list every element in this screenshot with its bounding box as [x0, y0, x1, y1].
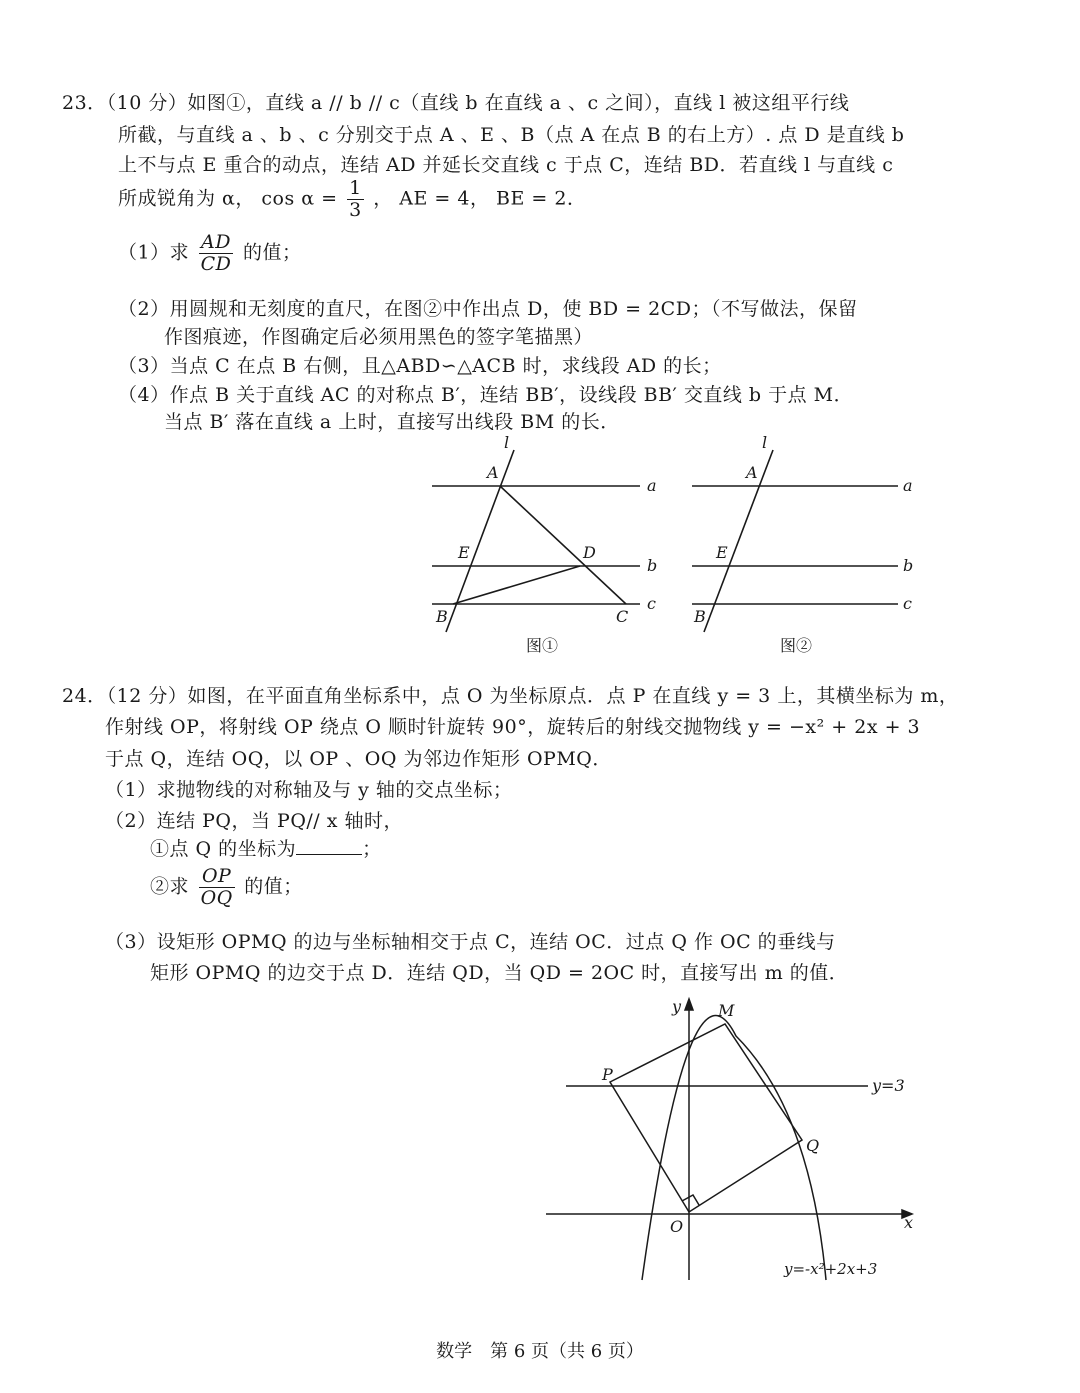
segment-bd: [453, 566, 580, 604]
fig2-label-a: a: [903, 476, 913, 495]
q23-part-2a: （2）用圆规和无刻度的直尺，在图②中作出点 D，使 BD = 2CD；（不写做法，保留: [118, 298, 858, 320]
fig1-label-c: c: [647, 594, 656, 613]
fig2-label-b: b: [903, 556, 914, 575]
figure-2: [692, 450, 898, 632]
fig2-label-B: B: [694, 607, 706, 626]
q23-line-2: 所截，与直线 a 、b 、c 分别交于点 A 、E 、B（点 A 在点 B 的右上方）. 点 D 是直线 b: [118, 124, 905, 146]
q24-part-2-ii: [150, 866, 303, 909]
fig2-label-A: A: [746, 463, 758, 482]
fig-label-P: P: [602, 1065, 613, 1084]
fig-label-y: y: [672, 997, 682, 1016]
q24-part-3b: 矩形 OPMQ 的边交于点 D．连结 QD，当 QD = 2OC 时，直接写出 m 的值．: [150, 962, 849, 984]
fig1-caption: 图①: [526, 636, 559, 655]
figure-2-labels: [693, 433, 913, 655]
fig2-label-E: E: [716, 543, 728, 562]
q24-part-2-ii-prefix: ②求: [150, 875, 190, 898]
fig1-label-l: l: [504, 433, 510, 452]
fig-label-y3: y=3: [872, 1076, 905, 1095]
fig1-label-E: E: [458, 543, 470, 562]
y-axis-arrow: [685, 999, 693, 1010]
q24-line-1: 24．（12 分）如图，在平面直角坐标系中，点 O 为坐标原点．点 P 在直线 y = 3 上，其横坐标为 m，: [62, 685, 959, 707]
answer-blank[interactable]: [296, 836, 362, 855]
fig-label-Q: Q: [806, 1136, 820, 1155]
fig2-label-l: l: [762, 433, 768, 452]
ad-cd-fraction: $\frac{AD}{CD}$: [200, 231, 232, 275]
q24-figure: [0, 990, 1080, 1310]
fig1-label-b: b: [647, 556, 658, 575]
fig1-label-A: A: [487, 463, 499, 482]
q24-line-3: 于点 Q，连结 OQ，以 OP 、OQ 为邻边作矩形 OPMQ．: [105, 748, 612, 770]
q23-figures: [0, 0, 1080, 680]
q23-part-4a: （4）作点 B 关于直线 AC 的对称点 B′，连结 BB′，设线段 BB′ 交直线 b 于点 M．: [118, 384, 854, 406]
q24-line-2: 作射线 OP，将射线 OP 绕点 O 顺时针旋转 90°，旋转后的射线交抛物线 y = −x² + 2x + 3: [105, 716, 921, 738]
cos-fraction: $\frac{1}{3}$: [349, 177, 362, 221]
figure-1-labels: [435, 433, 657, 655]
figure-1: [432, 450, 640, 632]
fig1-label-D: D: [583, 543, 596, 562]
fig-label-x: x: [904, 1213, 914, 1232]
q24-part-2: （2）连结 PQ，当 PQ// x 轴时，: [105, 810, 403, 832]
fig1-label-a: a: [647, 476, 657, 495]
q24-part-2-ii-suffix: 的值；: [244, 875, 303, 898]
q23-line-3: 上不与点 E 重合的动点，连结 AD 并延长交直线 c 于点 C，连结 BD．若直线 l 与直线 c: [118, 154, 894, 176]
fig-label-parabola: y=-x²+2x+3: [784, 1260, 878, 1278]
q24-part-2-i-text: ①点 Q 的坐标为: [150, 838, 297, 860]
q23-line-1: 23．（10 分）如图①，直线 a // b // c（直线 b 在直线 a 、c 之间），直线 l 被这组平行线: [62, 92, 850, 114]
fig2-caption: 图②: [780, 636, 813, 655]
q24-part-3a: （3）设矩形 OPMQ 的边与坐标轴相交于点 C，连结 OC．过点 Q 作 OC 的垂线与: [105, 931, 836, 953]
q23-part-1-prefix: （1）求: [118, 241, 190, 264]
parabola: [642, 1016, 826, 1280]
q23-part-3: （3）当点 C 在点 B 右侧，且△ABD∽△ACB 时，求线段 AD 的长；: [118, 355, 722, 377]
rectangle-opmq: [610, 1024, 802, 1212]
fig1-label-C: C: [616, 607, 629, 626]
fig1-label-B: B: [436, 607, 448, 626]
q23-given-text: 所成锐角为 α， cos α =: [118, 187, 338, 210]
op-oq-fraction: $\frac{OP}{OQ}$: [200, 865, 233, 909]
segment-ac: [500, 486, 626, 604]
q24-part-1: （1）求抛物线的对称轴及与 y 轴的交点坐标；: [105, 779, 513, 801]
fig-label-O: O: [670, 1217, 684, 1236]
q23-part-4b: 当点 B′ 落在直线 a 上时，直接写出线段 BM 的长．: [164, 411, 620, 433]
q24-part-2-i-end: ；: [362, 838, 382, 860]
q23-part-1-suffix: 的值；: [242, 241, 302, 264]
fig2-label-c: c: [903, 594, 912, 613]
fig-label-M: M: [718, 1001, 735, 1020]
page-footer: 数学 第 6 页（共 6 页）: [436, 1341, 644, 1362]
q23-given-text-2: ， AE = 4， BE = 2．: [373, 187, 587, 210]
q23-part-2b: 作图痕迹，作图确定后必须用黑色的签字笔描黑）: [164, 326, 594, 348]
q24-part-2-i: [150, 834, 382, 861]
